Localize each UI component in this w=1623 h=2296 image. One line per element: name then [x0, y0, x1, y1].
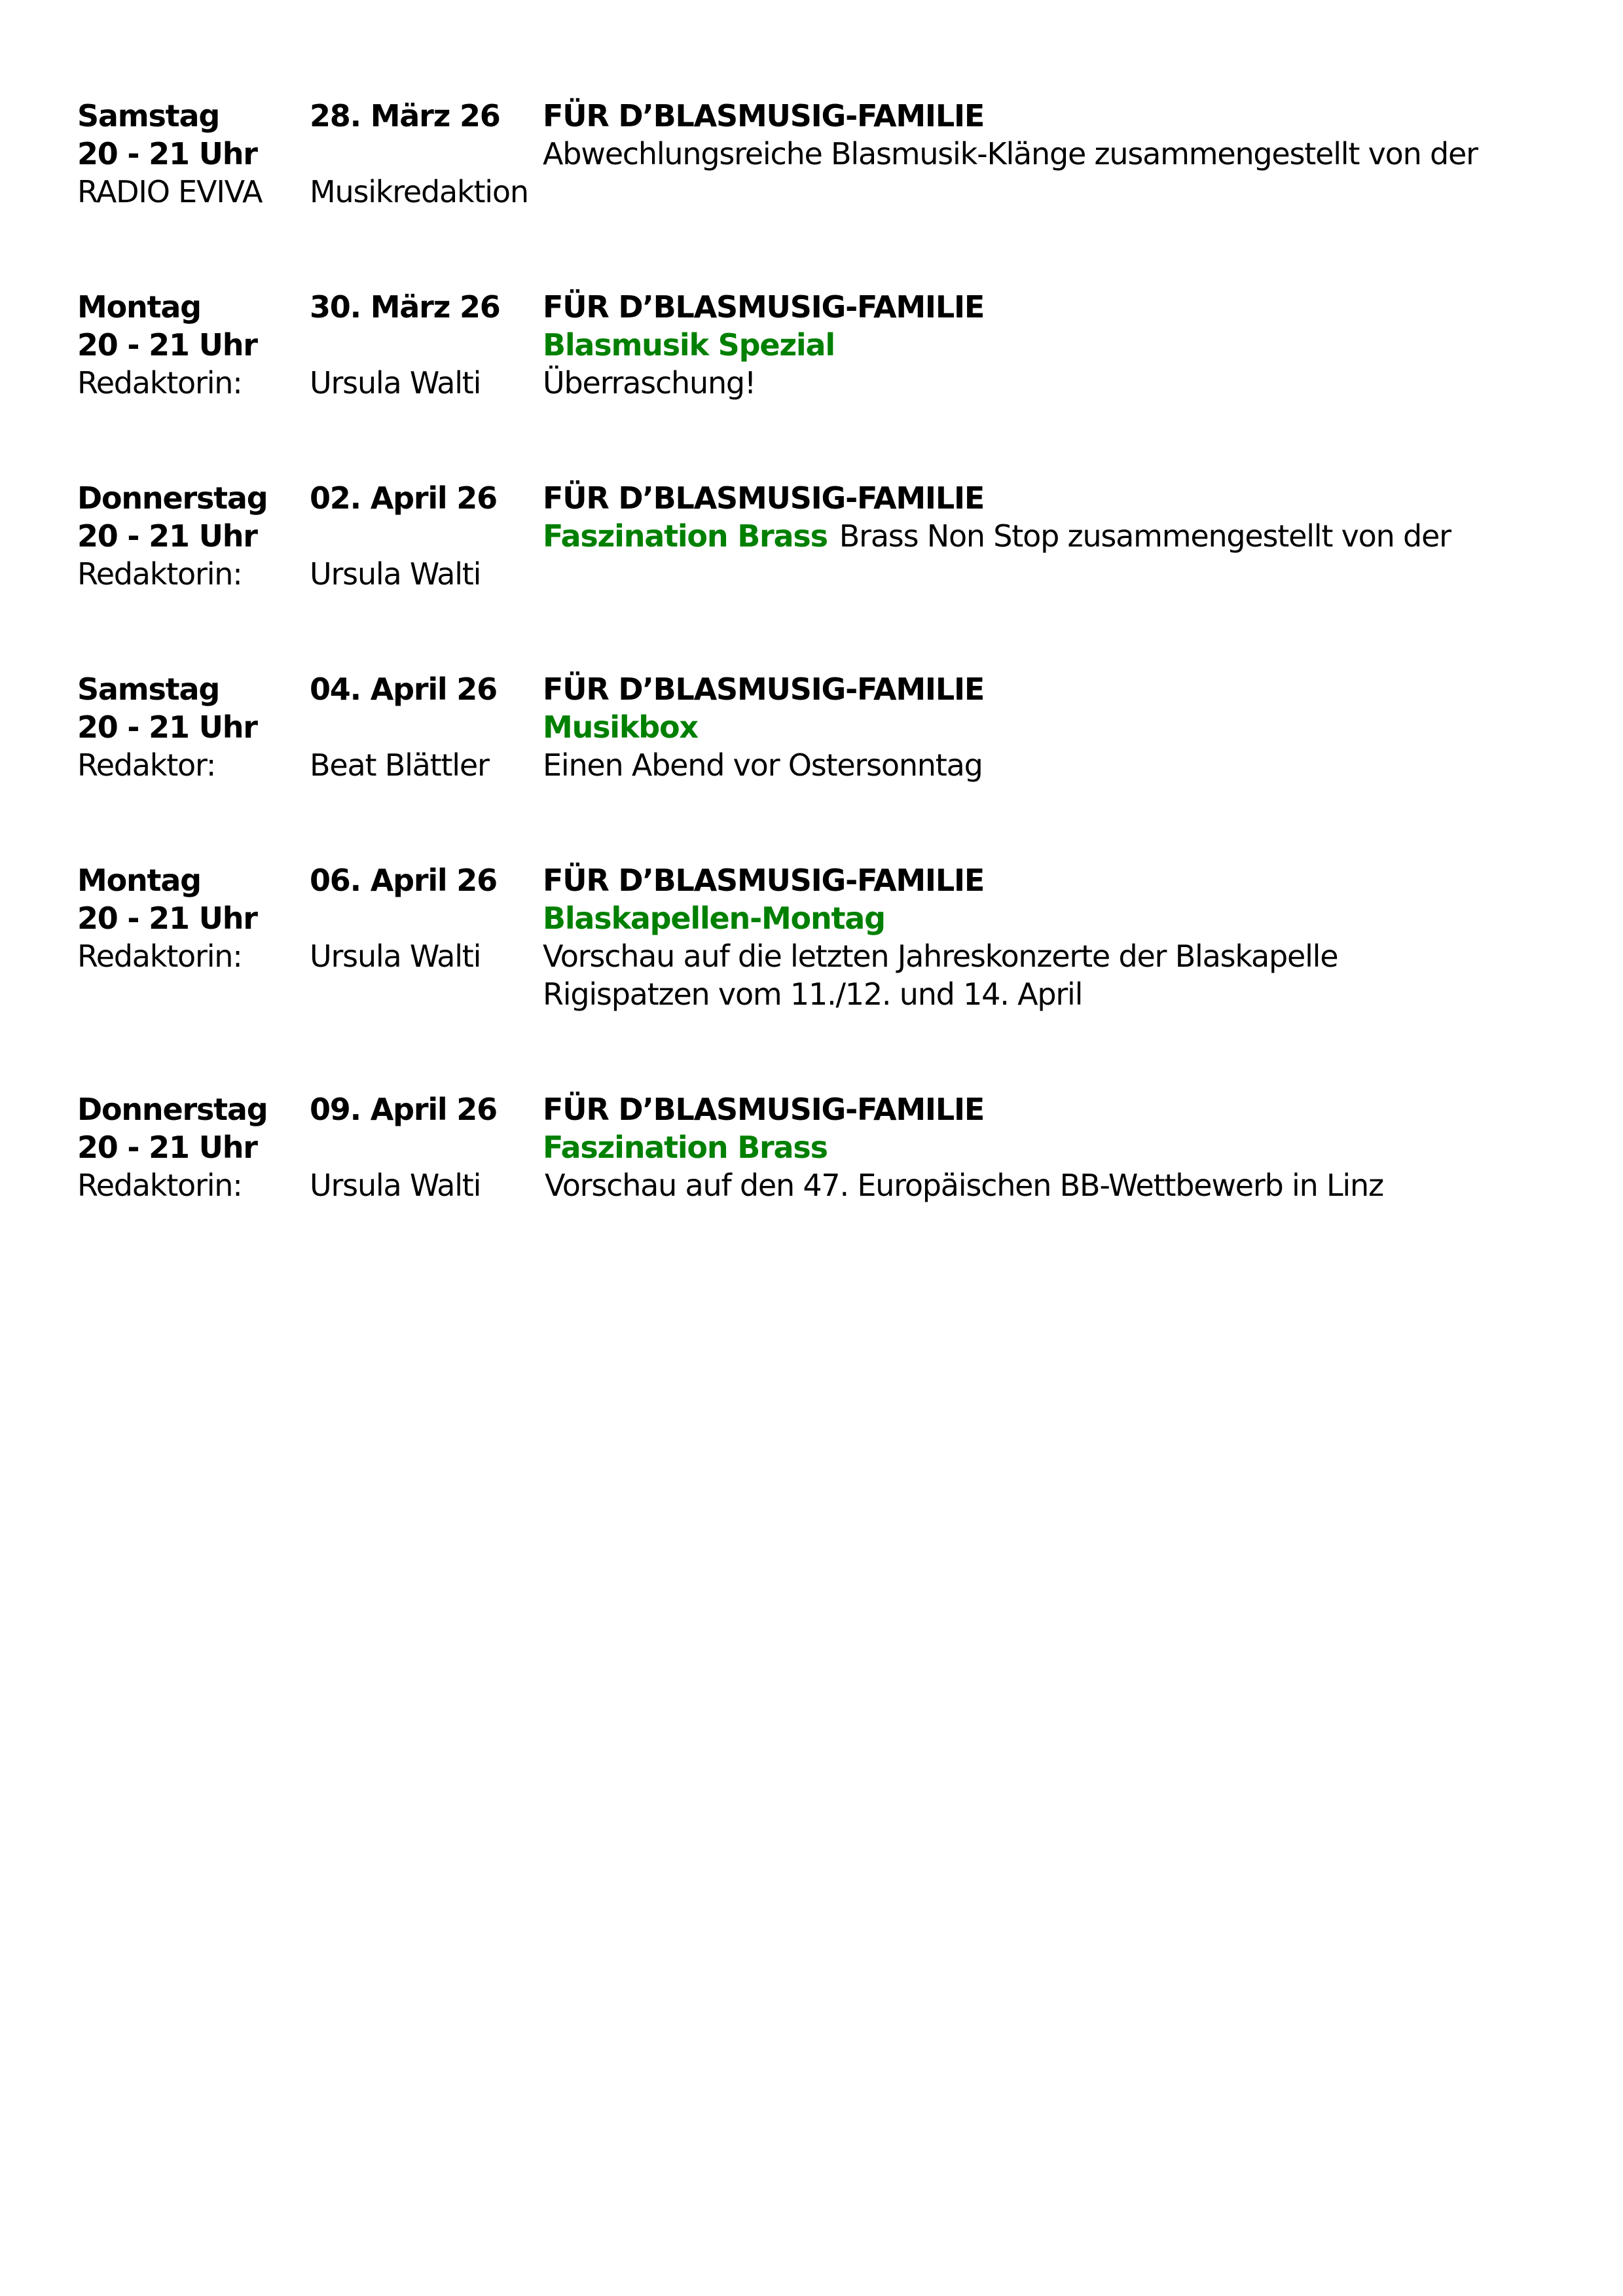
entry-row-3	[77, 746, 1550, 784]
schedule-entry	[77, 670, 1550, 861]
segment-title: Faszination Brass	[543, 518, 828, 554]
date-label: 04. April 26	[310, 672, 497, 707]
entry-row-3	[77, 937, 1550, 975]
entry-row-2	[77, 899, 1550, 937]
schedule-entry	[77, 861, 1550, 1090]
show-title: FÜR D’BLASMUSIG-FAMILIE	[543, 98, 985, 134]
segment-title: Musikbox	[543, 709, 698, 745]
entry-row-2	[77, 708, 1550, 746]
role-label: Redaktor:	[77, 747, 216, 783]
entry-row-3	[77, 555, 1550, 593]
day-label: Samstag	[77, 98, 220, 134]
entry-row-2	[77, 135, 1550, 173]
role-label: Redaktorin:	[77, 1168, 242, 1203]
entry-description-continued: Rigispatzen vom 11./12. und 14. April	[543, 977, 1083, 1012]
program-schedule	[77, 97, 1550, 1282]
entry-row-3	[77, 364, 1550, 402]
schedule-entry	[77, 288, 1550, 479]
segment-description: Brass Non Stop zusammengestellt von der	[839, 518, 1451, 554]
time-label: 20 - 21 Uhr	[77, 709, 257, 745]
segment-title: Blasmusik Spezial	[543, 327, 835, 363]
role-label: RADIO EVIVA	[77, 174, 263, 209]
entry-row-1	[77, 288, 1550, 326]
role-label: Redaktorin:	[77, 365, 242, 401]
date-label: 06. April 26	[310, 863, 497, 898]
entry-row-4	[77, 975, 1550, 1013]
entry-row-2	[77, 1128, 1550, 1166]
entry-row-3	[77, 173, 1550, 211]
schedule-entry	[77, 1090, 1550, 1282]
entry-description: Überraschung!	[543, 365, 756, 401]
editor-name: Ursula Walti	[310, 365, 481, 401]
day-label: Montag	[77, 863, 201, 898]
day-label: Donnerstag	[77, 1092, 268, 1127]
entry-row-1	[77, 670, 1550, 708]
date-label: 02. April 26	[310, 480, 497, 516]
entry-row-3	[77, 1166, 1550, 1204]
schedule-entry	[77, 479, 1550, 670]
entry-row-1	[77, 97, 1550, 135]
entry-row-2	[77, 326, 1550, 364]
schedule-entry	[77, 97, 1550, 288]
editor-name: Ursula Walti	[310, 1168, 481, 1203]
time-label: 20 - 21 Uhr	[77, 136, 257, 171]
entry-row-1	[77, 861, 1550, 899]
segment-title: Blaskapellen-Montag	[543, 901, 885, 936]
entry-row-1	[77, 479, 1550, 517]
segment-description: Abwechlungsreiche Blasmusik-Klänge zusammengestellt von der	[543, 136, 1478, 171]
time-label: 20 - 21 Uhr	[77, 1130, 257, 1165]
day-label: Donnerstag	[77, 480, 268, 516]
show-title: FÜR D’BLASMUSIG-FAMILIE	[543, 289, 985, 325]
editor-name: Ursula Walti	[310, 939, 481, 974]
editor-name: Beat Blättler	[310, 747, 489, 783]
role-label: Redaktorin:	[77, 939, 242, 974]
entry-description: Vorschau auf den 47. Europäischen BB-Wettbewerb in Linz	[545, 1168, 1383, 1203]
time-label: 20 - 21 Uhr	[77, 518, 257, 554]
date-label: 09. April 26	[310, 1092, 497, 1127]
editor-name: Ursula Walti	[310, 556, 481, 592]
time-label: 20 - 21 Uhr	[77, 327, 257, 363]
time-label: 20 - 21 Uhr	[77, 901, 257, 936]
entry-row-1	[77, 1090, 1550, 1128]
date-label: 28. März 26	[310, 98, 500, 134]
role-label: Redaktorin:	[77, 556, 242, 592]
segment-line	[543, 517, 1451, 555]
show-title: FÜR D’BLASMUSIG-FAMILIE	[543, 1092, 985, 1127]
show-title: FÜR D’BLASMUSIG-FAMILIE	[543, 480, 985, 516]
entry-description: Einen Abend vor Ostersonntag	[543, 747, 983, 783]
segment-title: Faszination Brass	[543, 1130, 828, 1165]
date-label: 30. März 26	[310, 289, 500, 325]
day-label: Montag	[77, 289, 201, 325]
editor-name: Musikredaktion	[310, 174, 528, 209]
show-title: FÜR D’BLASMUSIG-FAMILIE	[543, 863, 985, 898]
entry-row-2	[77, 517, 1550, 555]
entry-description: Vorschau auf die letzten Jahreskonzerte der Blaskapelle	[543, 939, 1338, 974]
show-title: FÜR D’BLASMUSIG-FAMILIE	[543, 672, 985, 707]
day-label: Samstag	[77, 672, 220, 707]
